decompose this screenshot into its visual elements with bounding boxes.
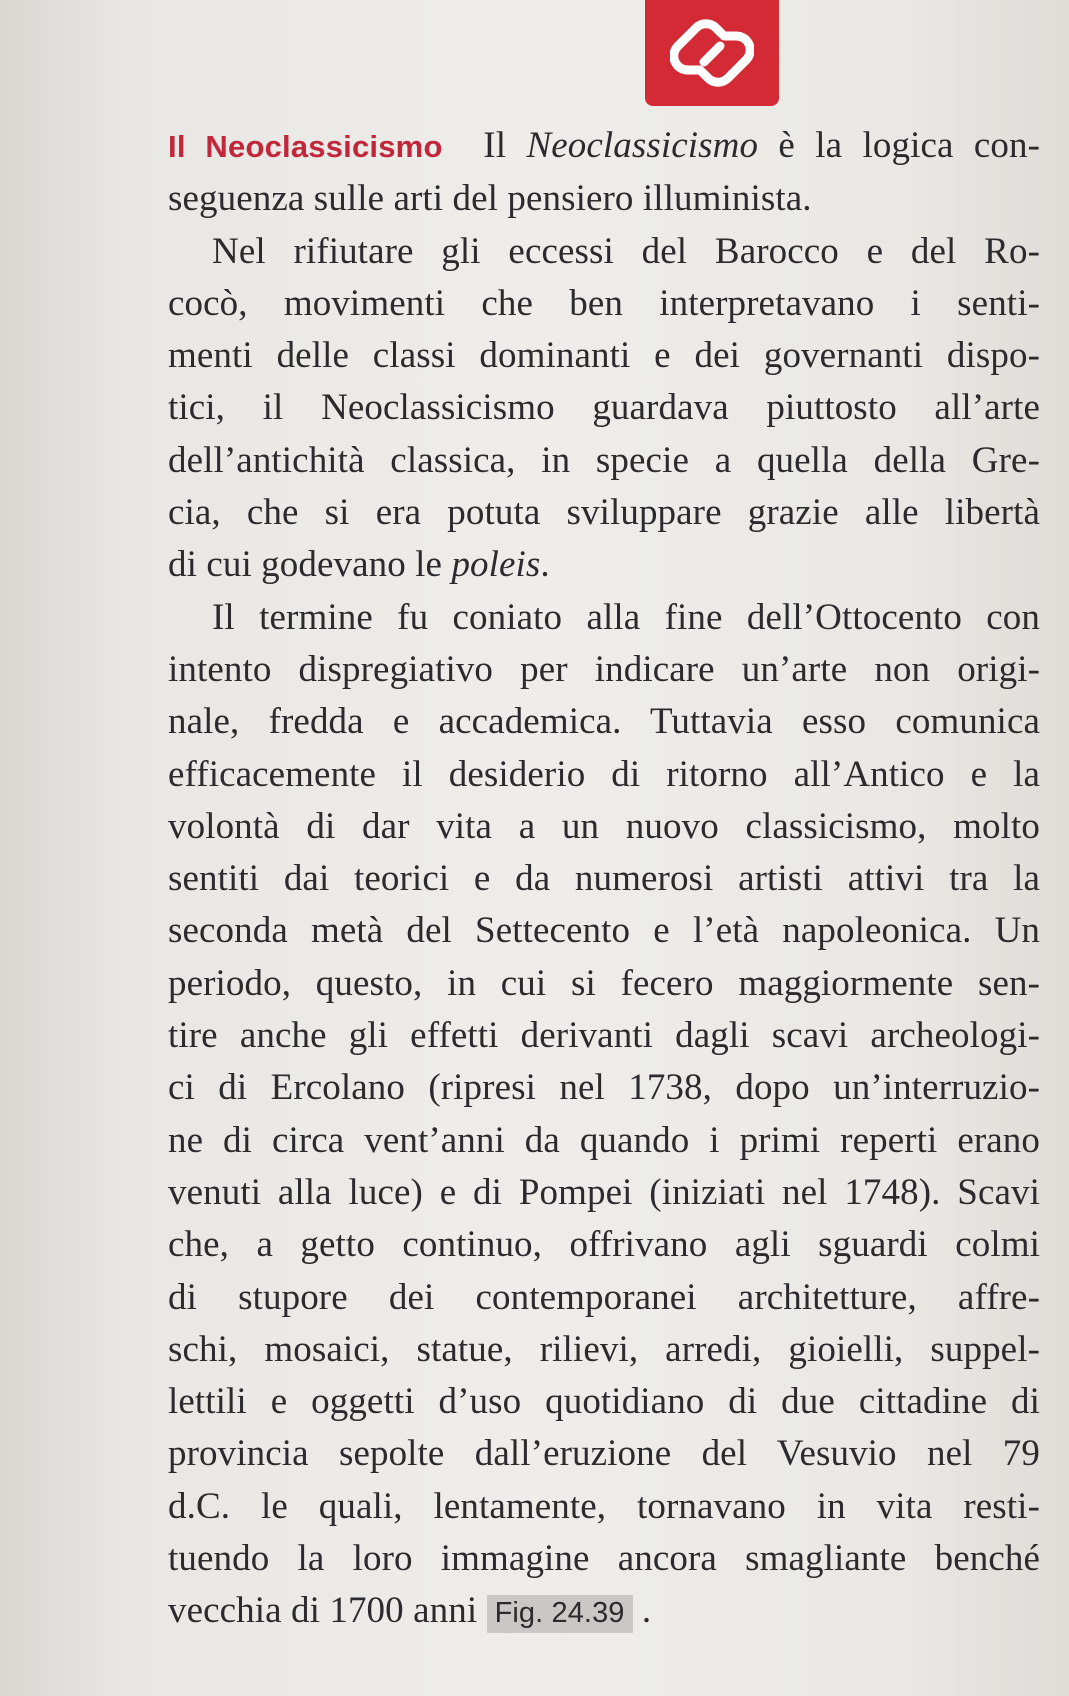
- text-line: volontà di dar vita a un nuovo classicismo, molto: [168, 805, 1040, 847]
- text-line: di cui godevano le poleis.: [168, 544, 550, 586]
- text-line: Il Neoclassicismo Il Neoclassicismo è la logica con-: [168, 125, 1041, 166]
- link-badge[interactable]: [645, 0, 779, 106]
- text-line: efficacemente il desiderio di ritorno all’Antico e la: [168, 753, 1040, 795]
- text-line: ci di Ercolano (ripresi nel 1738, dopo un’interruzio-: [168, 1067, 1040, 1109]
- text-line: vecchia di 1700 anni Fig. 24.39 .: [168, 1590, 652, 1632]
- text-line: cia, che si era potuta sviluppare grazie alle libertà: [168, 492, 1040, 534]
- text-line: ne di circa vent’anni da quando i primi reperti erano: [168, 1119, 1040, 1161]
- text-line: d.C. le quali, lentamente, tornavano in vita resti-: [168, 1485, 1040, 1527]
- text-line: sentiti dai teorici e da numerosi artisti attivi tra la: [168, 858, 1040, 900]
- paragraph-intro: [168, 120, 1040, 226]
- figure-reference-link[interactable]: Fig. 24.39: [487, 1595, 633, 1633]
- paragraph-3: [168, 592, 1040, 1640]
- link-icon: [670, 18, 754, 88]
- text-line: che, a getto continuo, offrivano agli sguardi colmi: [168, 1224, 1040, 1266]
- paragraph-2: [168, 226, 1040, 592]
- text-line: tici, il Neoclassicismo guardava piuttosto all’arte: [168, 387, 1040, 429]
- section-heading: Il Neoclassicismo: [168, 129, 443, 164]
- text-line: periodo, questo, in cui si fecero maggiormente sen-: [168, 962, 1040, 1004]
- text-line: menti delle classi dominanti e dei governanti dispo-: [168, 335, 1040, 377]
- text-line: seguenza sulle arti del pensiero illuminista.: [168, 178, 812, 220]
- text-line: di stupore dei contemporanei architetture, affre-: [168, 1276, 1040, 1318]
- text-line: tuendo la loro immagine ancora smagliante benché: [168, 1538, 1040, 1580]
- text-line: Nel rifiutare gli eccessi del Barocco e del Ro-: [212, 230, 1040, 272]
- text-line: provincia sepolte dall’eruzione del Vesuvio nel 79: [168, 1433, 1040, 1475]
- text-line: cocò, movimenti che ben interpretavano i senti-: [168, 282, 1040, 324]
- text-line: Il termine fu coniato alla fine dell’Ottocento con: [212, 596, 1040, 638]
- article-text: [168, 120, 1040, 1640]
- text-line: dell’antichità classica, in specie a quella della Gre-: [168, 439, 1040, 481]
- text-line: venuti alla luce) e di Pompei (iniziati nel 1748). Scavi: [168, 1171, 1040, 1213]
- text-line: lettili e oggetti d’uso quotidiano di due cittadine di: [168, 1381, 1040, 1423]
- text-line: tire anche gli effetti derivanti dagli scavi archeologi-: [168, 1015, 1040, 1057]
- text-line: seconda metà del Settecento e l’età napoleonica. Un: [168, 910, 1040, 952]
- text-line: schi, mosaici, statue, rilievi, arredi, gioielli, suppel-: [168, 1328, 1040, 1370]
- text-line: intento dispregiativo per indicare un’arte non origi-: [168, 648, 1040, 690]
- text-line: nale, fredda e accademica. Tuttavia esso comunica: [168, 701, 1040, 743]
